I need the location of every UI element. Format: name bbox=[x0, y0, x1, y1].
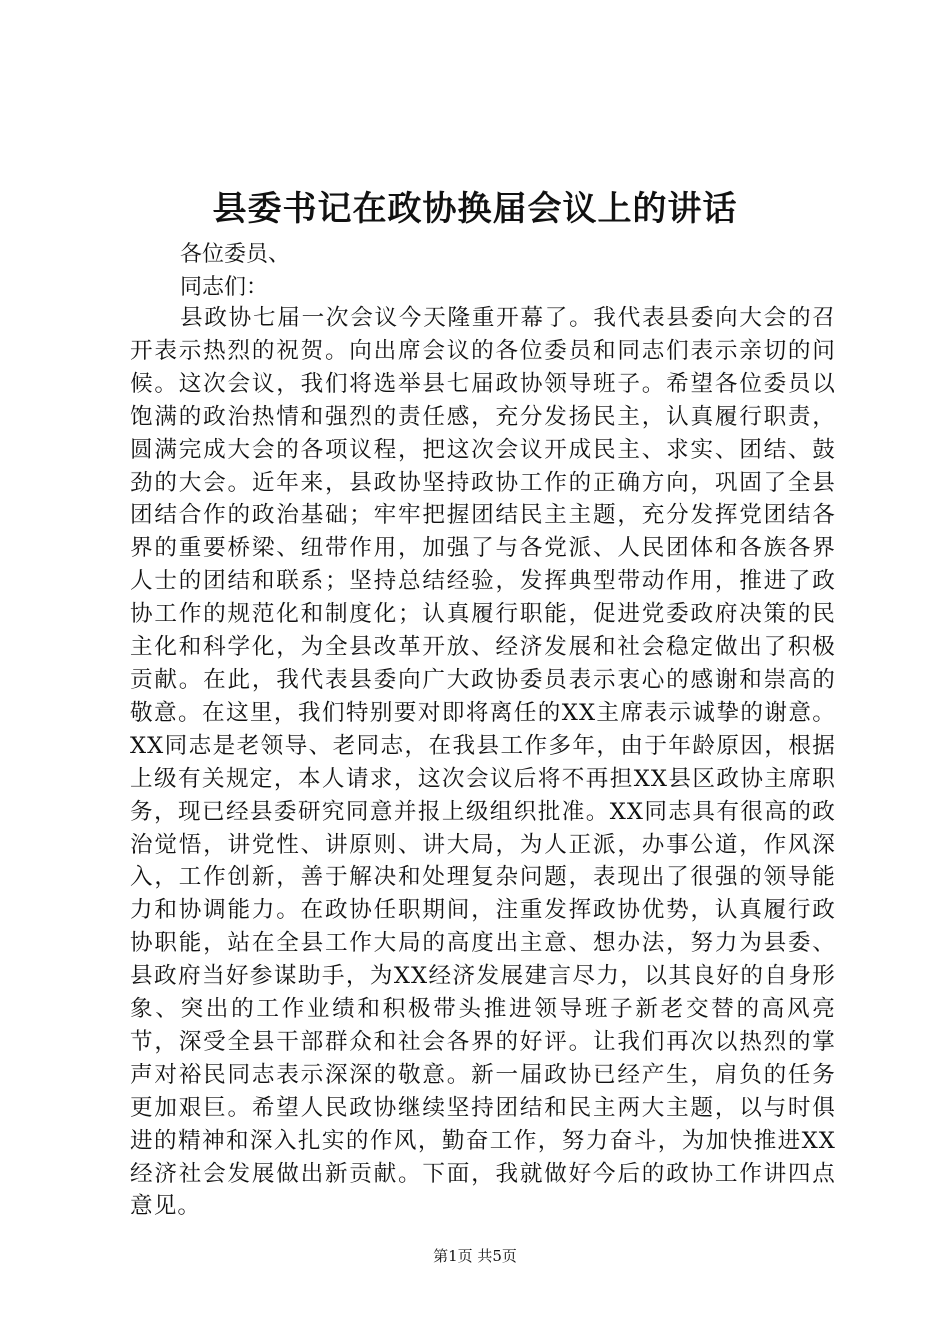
salutation-line-2: 同志们： bbox=[180, 275, 269, 300]
page-number-footer: 第1页 共5页 bbox=[433, 1247, 517, 1265]
document-title: 县委书记在政协换届会议上的讲话 bbox=[212, 189, 738, 229]
body-paragraph: 县政协七届一次会议今天隆重开幕了。我代表县委向大会的召开表示热烈的祝贺。向出席会议的各位委员和同志们表示亲切的问候。这次会议，我们将选举县七届政协领导班子。希望各位委员以饱满的政治热情和强烈的责任感，充分发扬民主，认真履行职责，圆满完成大会的各项议程，把这次会议开成民主、求实、团结、鼓劲的大会。近年来，县政协坚持政协工作的正确方向，巩固了全县团结合作的政治基础；牢牢把握团结民主主题，充分发挥党团结各界的重要桥梁、纽带作用，加强了与各党派、人民团体和各族各界人士的团结和联系；坚持总结经验，发挥典型带动作用，推进了政协工作的规范化和制度化；认真履行职能，促进党委政府决策的民主化和科学化，为全县改革开放、经济发展和社会稳定做出了积极贡献。在此，我代表县委向广大政协委员表示衷心的感谢和崇高的敬意。在这里，我们特别要对即将离任的XX主席表示诚挚的谢意。XX同志是老领导、老同志，在我县工作多年，由于年龄原因，根据上级有关规定，本人请求，这次会议后将不再担XX县区政协主席职务，现已经县委研究同意并报上级组织批准。XX同志具有很高的政治觉悟，讲党性、讲原则、讲大局，为人正派，办事公道，作风深入，工作创新，善于解决和处理复杂问题，表现出了很强的领导能力和协调能力。在政协任职期间，注重发挥政协优势，认真履行政协职能，站在全县工作大局的高度出主意、想办法，努力为县委、县政府当好参谋助手，为XX经济发展建言尽力，以其良好的自身形象、突出的工作业绩和积极带头推进领导班子新老交替的高风亮节，深受全县干部群众和社会各界的好评。让我们再次以热烈的掌声对裕民同志表示深深的敬意。新一届政协已经产生，肩负的任务更加艰巨。希望人民政协继续坚持团结和民主两大主题，以与时俱进的精神和深入扎实的作风，勤奋工作，努力奋斗，为加快推进XX经济社会发展做出新贡献。下面，我就做好今后的政协工作讲四点意见。 bbox=[130, 305, 836, 1220]
salutation-line-1: 各位委员、 bbox=[180, 242, 291, 267]
